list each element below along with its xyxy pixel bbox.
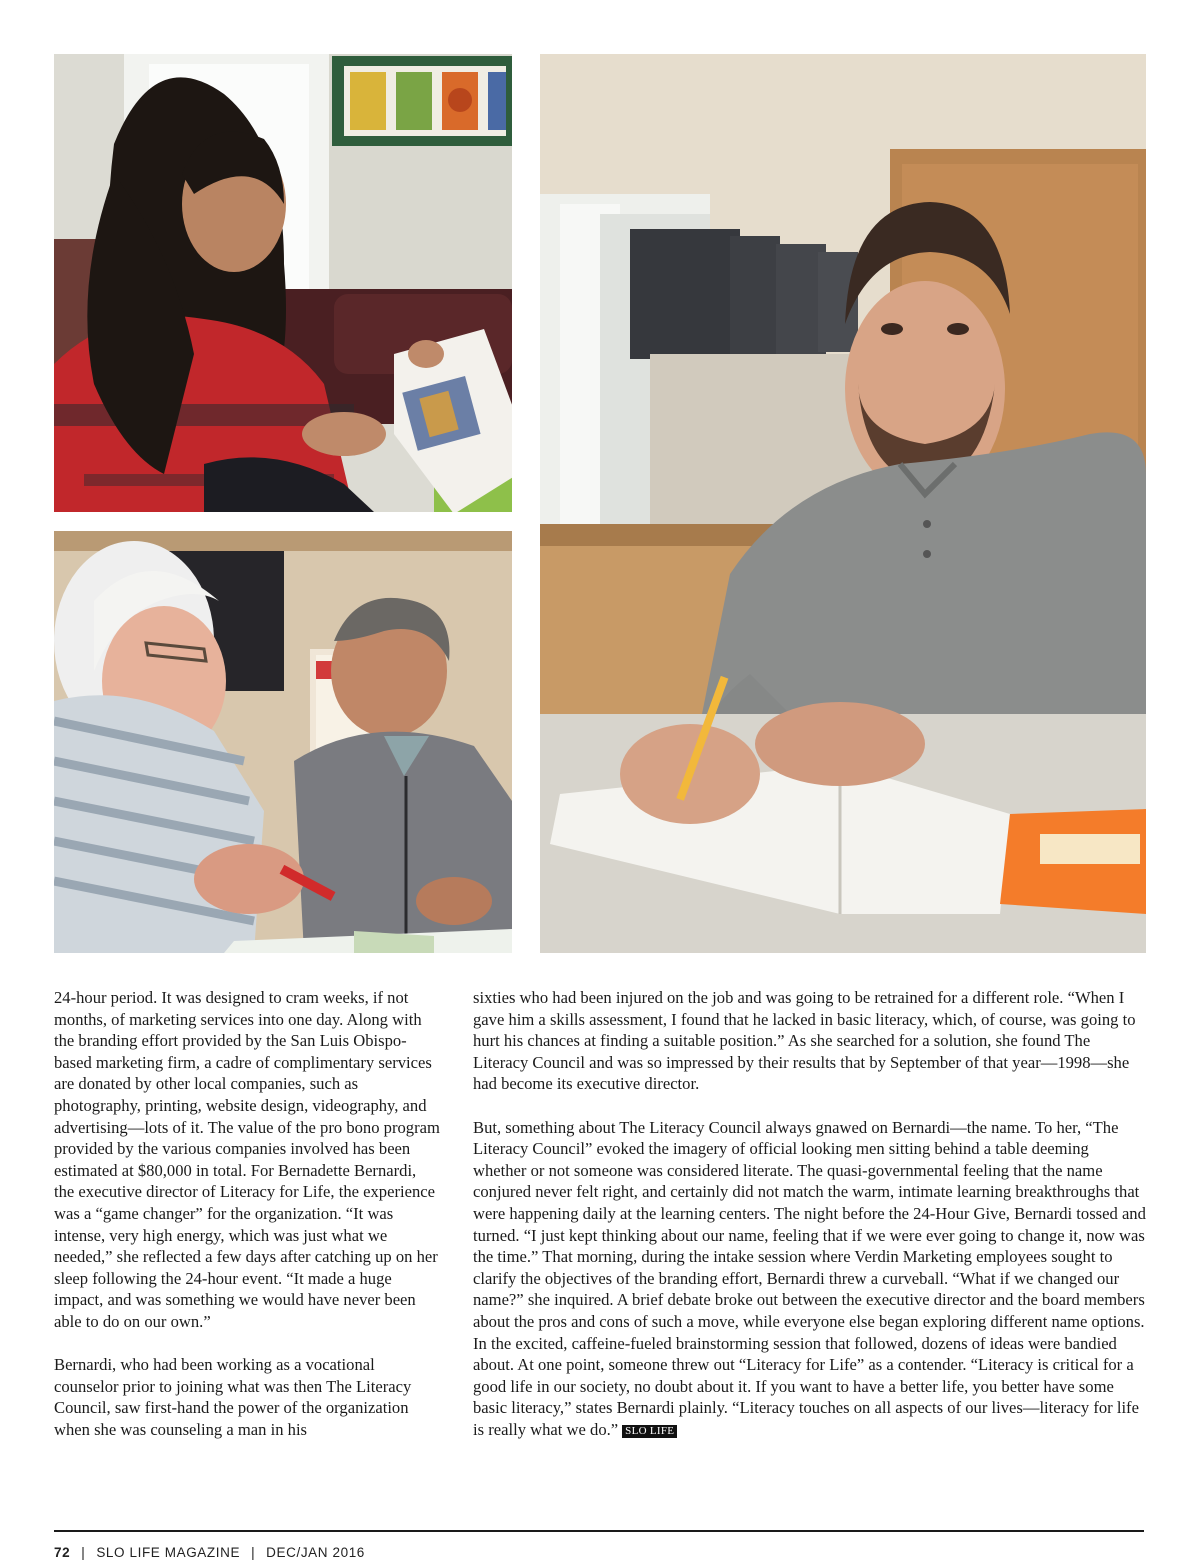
article-paragraph: sixties who had been injured on the job and was going to be retrained for a different role. “When I gave him a skills assessment, I found that he lacked in basic literacy, which, of course, was going to hurt his chances at finding a suitable position.” As she searched for a solution, she found The Literacy Council and was so impressed by their results that by September of that year—1998—she had become its executive director. bbox=[473, 988, 1136, 1094]
page-footer bbox=[54, 1545, 365, 1561]
article-paragraph: 24-hour period. It was designed to cram weeks, if not months, of marketing services into one day. Along with the branding effort provided by the San Luis Obispo-based marketing firm, a cadre of complimentary services are donated by other local companies, such as photography, printing, website design, videography, and advertising—lots of it. The value of the pro bono program provided by the various companies involved has been estimated at $80,000 in total. For Bernadette Bernardi, the executive director of Literacy for Life, the experience was a “game changer” for the organization. “It was intense, very high energy, which was just what we needed,” she reflected a few days after catching up on her sleep following the 24-hour event. “It made a huge impact, and was something we would have never been able to do on our own.” bbox=[54, 988, 440, 1331]
footer-rule bbox=[54, 1530, 1144, 1532]
page-number: 72 bbox=[54, 1545, 71, 1560]
issue-date: DEC/JAN 2016 bbox=[266, 1545, 365, 1560]
article-left-column bbox=[54, 987, 440, 1440]
article-paragraph-text: But, something about The Literacy Council always gnawed on Bernardi—the name. To her, “The Literacy Council” evoked the imagery of official looking men sitting behind a table deeming whether or not someone was considered literate. The quasi-governmental feeling that the name conjured never felt right, and certainly did not match the warm, intimate learning breakthroughs that were happening daily at the learning centers. The night before the 24-Hour Give, Bernardi tossed and turned. “I just kept thinking about our name, feeling that if we were ever going to change it, now was the time.” That morning, during the intake session where Verdin Marketing employees sought to clarify the objectives of the branding effort, Bernardi threw a curveball. “What if we changed our name?” she inquired. A brief debate broke out between the executive director and the board members about the pros and cons of such a move, while everyone else began exploring different name options. In the excited, caffeine-fueled brainstorming session that followed, dozens of ideas were bandied about. At one point, someone threw out “Literacy for Life” as a contender. “Literacy is critical for a good life in our society, no doubt about it. If you want to have a better life, you better have some basic literacy,” states Bernardi plainly. “Literacy touches on all aspects of our lives—literacy for life is really what we do.” bbox=[473, 1117, 1146, 1439]
end-mark-logo: SLO LIFE bbox=[622, 1425, 677, 1438]
man-with-workbook-photo bbox=[540, 54, 1146, 953]
article-right-column bbox=[473, 987, 1146, 1440]
article-paragraph-last bbox=[473, 1117, 1146, 1441]
article-paragraph: Bernardi, who had been working as a vocational counselor prior to joining what was then The Literacy Council, saw first-hand the power of the organization when she was counseling a man in his bbox=[54, 1355, 412, 1439]
footer-separator: | bbox=[251, 1545, 256, 1560]
tutor-and-learner-photo bbox=[54, 531, 512, 953]
magazine-name: SLO LIFE MAGAZINE bbox=[96, 1545, 241, 1560]
footer-separator: | bbox=[81, 1545, 86, 1560]
woman-reading-newspaper-photo bbox=[54, 54, 512, 512]
